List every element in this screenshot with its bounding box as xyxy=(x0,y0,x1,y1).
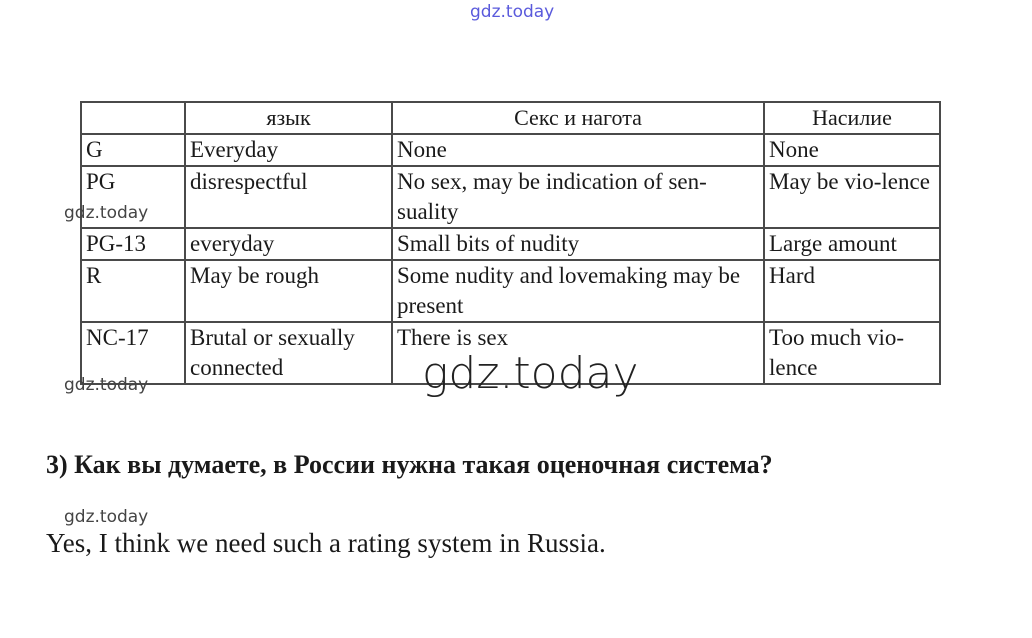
header-cell: Секс и нагота xyxy=(392,102,764,134)
table-cell: disrespectful xyxy=(185,166,392,228)
table-cell: Some nudity and lovemaking may be present xyxy=(392,260,764,322)
table-cell: May be rough xyxy=(185,260,392,322)
table-cell: No sex, may be indication of sen-suality xyxy=(392,166,764,228)
table-cell: G xyxy=(81,134,185,166)
table-cell: Everyday xyxy=(185,134,392,166)
table-cell: None xyxy=(764,134,940,166)
table-cell: Large amount xyxy=(764,228,940,260)
table-cell: PG-13 xyxy=(81,228,185,260)
table-cell: Too much vio-lence xyxy=(764,322,940,384)
table-cell: NC-17 xyxy=(81,322,185,384)
header-cell: Насилие xyxy=(764,102,940,134)
table-cell: Small bits of nudity xyxy=(392,228,764,260)
watermark-center: gdz.today xyxy=(422,348,639,399)
watermark-left-2: gdz.today xyxy=(64,375,149,395)
table-cell: Hard xyxy=(764,260,940,322)
table-cell: There is sex xyxy=(392,322,764,384)
ratings-table xyxy=(80,101,941,385)
table-row xyxy=(81,134,940,166)
table-cell: PG xyxy=(81,166,185,228)
table-row xyxy=(81,260,940,322)
table-cell: May be vio-lence xyxy=(764,166,940,228)
table-cell: everyday xyxy=(185,228,392,260)
table-cell: None xyxy=(392,134,764,166)
question-text: 3) Как вы думаете, в России нужна такая оценочная система? xyxy=(46,450,773,479)
table-cell: R xyxy=(81,260,185,322)
header-cell xyxy=(81,102,185,134)
watermark-left-3: gdz.today xyxy=(64,507,149,527)
header-cell: язык xyxy=(185,102,392,134)
table-header-row xyxy=(81,102,940,134)
table-cell: Brutal or sexually connected xyxy=(185,322,392,384)
answer-text: Yes, I think we need such a rating system in Russia. xyxy=(46,528,606,558)
watermark-top: gdz.today xyxy=(470,2,555,22)
table-row xyxy=(81,228,940,260)
table-row xyxy=(81,166,940,228)
watermark-left-1: gdz.today xyxy=(64,203,149,223)
